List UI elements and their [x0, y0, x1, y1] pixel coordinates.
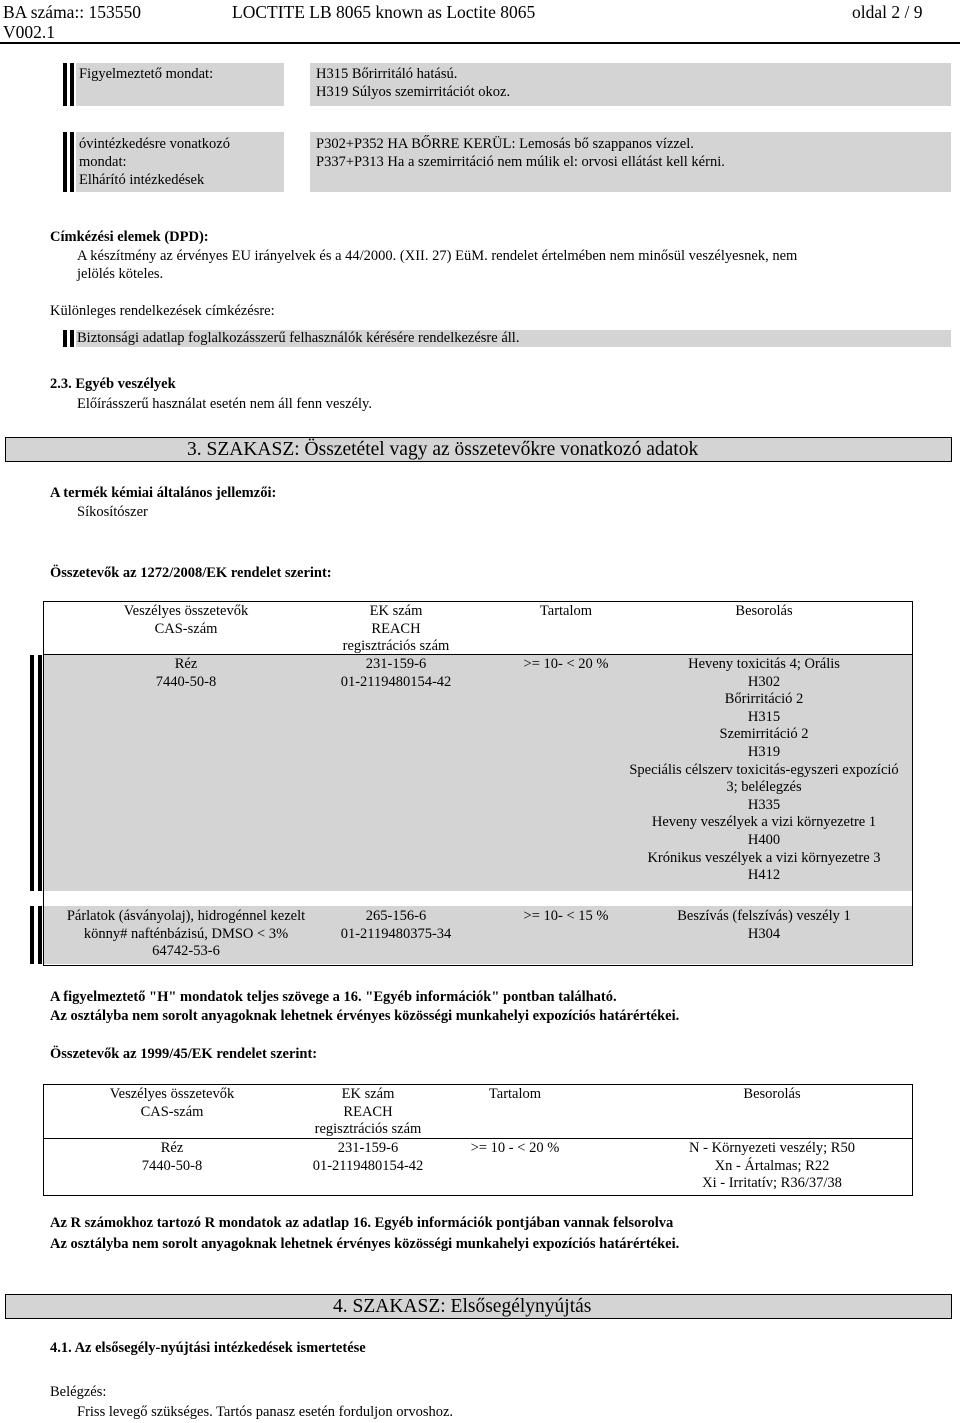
dsd-row-1-content-l1: >= 10 - < 20 %	[470, 1140, 560, 1156]
warning-label: Figyelmeztető mondat:	[79, 66, 214, 82]
chem-heading: A termék kémiai általános jellemzői:	[50, 485, 277, 501]
first-aid-heading: 4.1. Az elsősegély-nyújtási intézkedések ismertetése	[50, 1340, 366, 1356]
inhalation-text: Friss levegő szükséges. Tartós panasz esetén forduljon orvoshoz.	[77, 1404, 454, 1420]
note-oel-1: Az osztályba nem sorolt anyagoknak lehetnek érvényes közösségi munkahelyi expozíciós határértékei.	[50, 1008, 680, 1024]
precaution-label-1: óvintézkedésre vonatkozó	[79, 136, 230, 152]
clp-row-1-ek-l1: 231-159-6	[365, 656, 427, 672]
dsd-row-1-name-l2: 7440-50-8	[141, 1157, 203, 1174]
clp-header-ek-l1: EK szám	[369, 603, 423, 619]
header-divider	[0, 42, 960, 44]
clp-row-2-class-l2: H304	[747, 925, 781, 942]
clp-heading: Összetevők az 1272/2008/EK rendelet szerint:	[50, 565, 332, 581]
clp-header-ek-l2: REACH	[371, 620, 421, 637]
clp-row-2-content-l1: >= 10- < 15 %	[523, 908, 609, 924]
clp-row-2-marker-bar	[38, 906, 42, 964]
clp-header-substance-l1: Veszélyes összetevők	[123, 603, 249, 619]
header-doc-no: BA száma:: 153550	[3, 2, 142, 22]
header-page: oldal 2 / 9	[852, 2, 923, 22]
clp-header-ek-l3: regisztrációs szám	[342, 638, 450, 655]
clp-header-content-l1: Tartalom	[539, 603, 593, 619]
clp-header-substance	[44, 603, 328, 638]
precaution-marker-bar	[70, 132, 74, 192]
precaution-label-2: mondat:	[79, 154, 127, 170]
precaution-marker-bar	[63, 132, 67, 192]
note-r-sentences: Az R számokhoz tartozó R mondatok az adatlap 16. Egyéb információk pontjában vannak felsorolva	[50, 1215, 674, 1231]
dsd-header-substance-l2: CAS-szám	[140, 1103, 204, 1120]
clp-row-2-name-l1: Párlatok (ásványolaj), hidrogénnel kezelt	[66, 908, 306, 924]
clp-row-2-ek	[320, 908, 472, 943]
clp-header-ek	[320, 603, 472, 656]
clp-row-1-class-l9: H335	[747, 796, 781, 813]
dsd-header-content-l1: Tartalom	[488, 1086, 542, 1102]
dsd-header-content	[440, 1086, 590, 1104]
clp-row-1-class-l11: H400	[747, 831, 781, 848]
warning-marker-bar	[63, 63, 67, 106]
clp-row-1-class-l7: Speciális célszerv toxicitás-egyszeri expozíció	[629, 761, 899, 778]
clp-row-1-class-l8: 3; belélegzés	[726, 779, 802, 796]
note-h-sentences: A figyelmeztető "H" mondatok teljes szövege a 16. "Egyéb információk" pontban található.	[50, 989, 617, 1005]
clp-row-1-marker-bar	[38, 655, 42, 891]
dsd-row-1-ek-l2: 01-2119480154-42	[312, 1157, 424, 1174]
precaution-line-1: P302+P352 HA BŐRRE KERÜL: Lemosás bő szappanos vízzel.	[316, 136, 694, 152]
clp-row-1-class	[614, 656, 914, 885]
dsd-header-ek-l3: regisztrációs szám	[314, 1121, 422, 1138]
chem-value: Síkosítószer	[77, 504, 148, 520]
special-text: Biztonsági adatlap foglalkozásszerű felhasználók kérésére rendelkezésre áll.	[77, 330, 520, 346]
dsd-row-1-name	[44, 1140, 300, 1175]
dsd-header-ek-l2: REACH	[343, 1103, 393, 1120]
clp-header-class	[614, 603, 914, 621]
clp-row-1-name-l1: Réz	[174, 656, 198, 672]
clp-row-1-marker-bar	[30, 655, 34, 891]
clp-row-1-name-l2: 7440-50-8	[155, 673, 217, 690]
header-product: LOCTITE LB 8065 known as Loctite 8065	[232, 2, 536, 22]
clp-row-1-name	[44, 656, 328, 691]
warning-marker-bar	[70, 63, 74, 106]
dsd-row-1-ek-l1: 231-159-6	[337, 1140, 399, 1156]
clp-row-1-ek	[320, 656, 472, 691]
clp-row-2-name-l3: 64742-53-6	[152, 943, 220, 960]
dsd-header-class-l1: Besorolás	[743, 1086, 801, 1102]
clp-row-2-name	[44, 908, 328, 961]
clp-row-1-class-l3: Bőrirritáció 2	[724, 691, 804, 708]
clp-row-1-class-l12: Krónikus veszélyek a vizi környezetre 3	[647, 849, 881, 866]
clp-row-1-class-l2: H302	[747, 673, 781, 690]
dsd-row-1-class-l1: N - Környezeti veszély; R50	[689, 1140, 855, 1156]
clp-row-2-ek-l2: 01-2119480375-34	[340, 925, 452, 942]
clp-row-1-class-l13: H412	[747, 867, 781, 884]
inhalation-label: Belégzés:	[50, 1384, 107, 1400]
clp-header-substance-l2: CAS-szám	[154, 620, 218, 637]
special-heading: Különleges rendelkezések címkézésre:	[50, 303, 275, 319]
clp-header-class-l1: Besorolás	[735, 603, 793, 619]
clp-row-1-class-l5: Szemirritáció 2	[719, 726, 809, 743]
clp-row-2-ek-l1: 265-156-6	[365, 908, 427, 924]
dsd-header-ek	[292, 1086, 444, 1139]
section3-title: 3. SZAKASZ: Összetétel vagy az összetevőkre vonatkozó adatok	[187, 439, 699, 460]
dsd-row-1-class-l2: Xn - Ártalmas; R22	[714, 1157, 830, 1174]
note-oel-2: Az osztályba nem sorolt anyagoknak lehetnek érvényes közösségi munkahelyi expozíciós határértékei.	[50, 1236, 680, 1252]
clp-row-1-class-l6: H319	[747, 743, 781, 760]
other-hazards-text: Előírásszerű használat esetén nem áll fenn veszély.	[77, 396, 372, 412]
section4-title: 4. SZAKASZ: Elsősegélynyújtás	[333, 1296, 592, 1317]
clp-row-2-class	[614, 908, 914, 943]
dsd-row-1-class-l3: Xi - Irritatív; R36/37/38	[702, 1175, 842, 1192]
precaution-line-2: P337+P313 Ha a szemirritáció nem múlik el: orvosi ellátást kell kérni.	[316, 154, 725, 170]
dsd-row-1-ek	[292, 1140, 444, 1175]
dsd-row-1-name-l1: Réz	[160, 1140, 184, 1156]
clp-row-1-class-l1: Heveny toxicitás 4; Orális	[688, 656, 840, 672]
dsd-header-substance-l1: Veszélyes összetevők	[109, 1086, 235, 1102]
dsd-row-1-class	[622, 1140, 922, 1193]
dsd-row-1-content	[440, 1140, 590, 1158]
dpd-heading: Címkézési elemek (DPD):	[50, 229, 209, 245]
dsd-header-class	[622, 1086, 922, 1104]
precaution-label-3: Elhárító intézkedések	[79, 172, 205, 188]
dsd-heading: Összetevők az 1999/45/EK rendelet szerint:	[50, 1046, 318, 1062]
warning-line-1: H315 Bőrirritáló hatású.	[316, 66, 458, 82]
clp-row-1-class-l4: H315	[747, 708, 781, 725]
clp-row-2-name-l2: könny# nafténbázisú, DMSO < 3%	[83, 925, 289, 942]
dpd-text-2: jelölés köteles.	[77, 266, 164, 282]
special-marker-bar	[70, 330, 74, 347]
clp-row-2-marker-bar	[30, 906, 34, 964]
dsd-table-header-divider	[43, 1138, 913, 1139]
special-marker-bar	[63, 330, 67, 347]
clp-row-1-content-l1: >= 10- < 20 %	[523, 656, 609, 672]
clp-row-1-class-l10: Heveny veszélyek a vizi környezetre 1	[651, 814, 877, 831]
dsd-header-substance	[44, 1086, 300, 1121]
dpd-text-1: A készítmény az érvényes EU irányelvek és a 44/2000. (XII. 27) EüM. rendelet értelmében nem minősül veszélyesnek, nem	[77, 248, 798, 264]
dsd-header-ek-l1: EK szám	[341, 1086, 395, 1102]
header-version: V002.1	[3, 22, 56, 42]
warning-line-2: H319 Súlyos szemirritációt okoz.	[316, 84, 511, 100]
clp-row-1-ek-l2: 01-2119480154-42	[340, 673, 452, 690]
other-hazards-heading: 2.3. Egyéb veszélyek	[50, 376, 176, 392]
clp-row-2-class-l1: Beszívás (felszívás) veszély 1	[677, 908, 851, 924]
